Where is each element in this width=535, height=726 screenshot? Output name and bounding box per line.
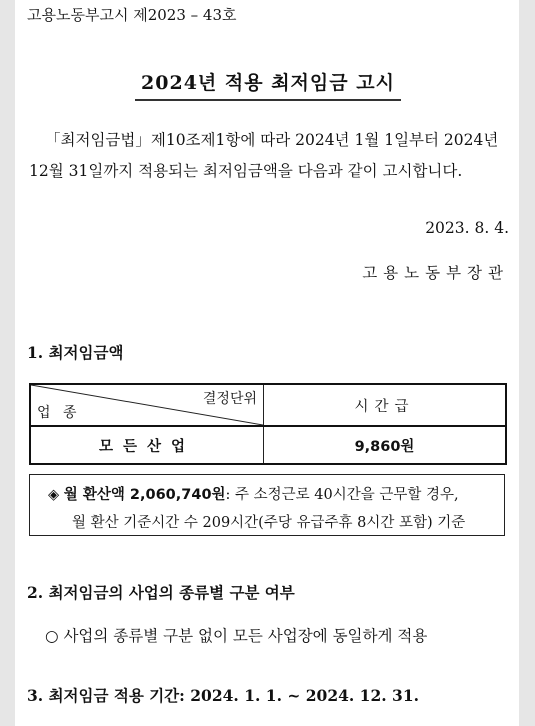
issue-date: 2023. 8. 4. bbox=[425, 219, 509, 237]
doc-number: 고용노동부고시 제2023 – 43호 bbox=[27, 6, 237, 24]
page-title: 2024년 적용 최저임금 고시 bbox=[135, 68, 401, 101]
section-3-heading: 3. 최저임금 적용 기간: 2024. 1. 1. ~ 2024. 12. 31. bbox=[27, 686, 420, 705]
section-2-heading: 2. 최저임금의 사업의 종류별 구분 여부 bbox=[27, 583, 295, 602]
intro-line-2: 12월 31일까지 적용되는 최저임금액을 다음과 같이 고시합니다. bbox=[29, 162, 463, 180]
header-hourly: 시간급 bbox=[264, 384, 507, 426]
header-unit: 결정단위 bbox=[202, 391, 257, 407]
table-row bbox=[30, 426, 506, 464]
intro-line-1: 「최저임금법」제10조제1항에 따라 2024년 1월 1일부터 2024년 bbox=[45, 131, 499, 149]
note-line-2: 월 환산 기준시간 수 209시간(주당 유급주휴 8시간 포함) 기준 bbox=[72, 515, 466, 531]
note-line-1 bbox=[48, 483, 459, 504]
row-wage: 9,860원 bbox=[264, 426, 507, 464]
header-industry: 업 종 bbox=[37, 405, 81, 421]
section-2-bullet: ○ 사업의 종류별 구분 없이 모든 사업장에 동일하게 적용 bbox=[45, 627, 428, 645]
diagonal-header-cell bbox=[30, 384, 264, 426]
wage-table bbox=[29, 383, 507, 465]
table-header-row bbox=[30, 384, 506, 426]
issuer: 고용노동부장관 bbox=[362, 264, 509, 282]
diamond-icon: ◈ bbox=[48, 487, 60, 503]
note-bold: 월 환산액 2,060,740원 bbox=[63, 487, 226, 503]
row-industry: 모든산업 bbox=[30, 426, 264, 464]
section-1-heading: 1. 최저임금액 bbox=[27, 343, 124, 362]
monthly-conversion-note bbox=[29, 474, 505, 536]
document-page bbox=[15, 0, 519, 726]
note-rest: : 주 소정근로 40시간을 근무할 경우, bbox=[225, 487, 459, 503]
